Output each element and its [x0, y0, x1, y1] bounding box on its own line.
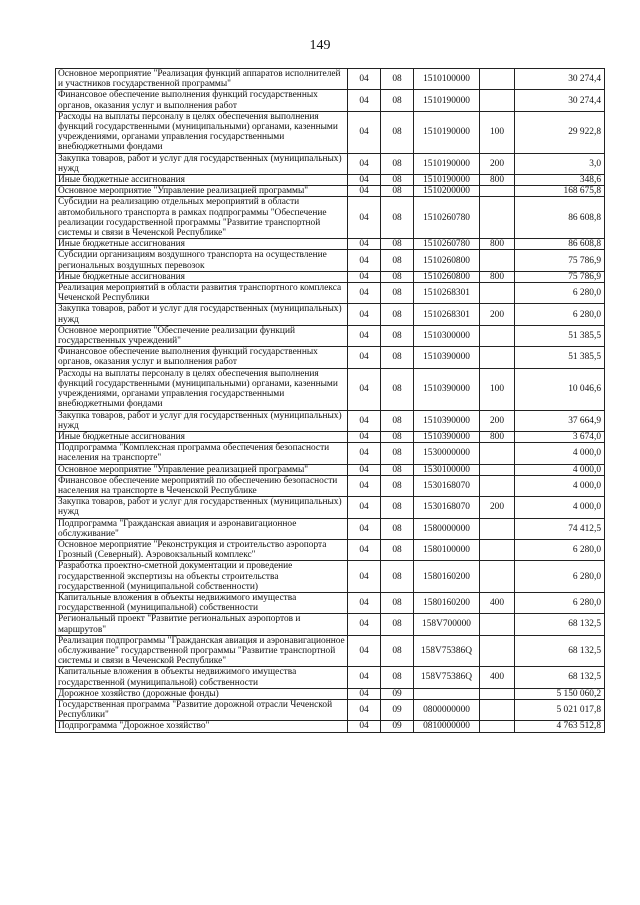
row-section: 04 — [348, 614, 381, 635]
row-section: 04 — [348, 539, 381, 560]
row-subsection: 08 — [381, 431, 414, 442]
row-section: 04 — [348, 283, 381, 304]
row-section: 04 — [348, 443, 381, 464]
row-section: 04 — [348, 250, 381, 271]
row-amount: 30 274,4 — [515, 90, 605, 111]
row-section: 04 — [348, 592, 381, 613]
row-expense-type — [480, 283, 515, 304]
row-name: Иные бюджетные ассигнования — [56, 239, 348, 250]
row-amount: 6 280,0 — [515, 283, 605, 304]
row-name: Капитальные вложения в объекты недвижимого имущества государственной (муниципальной) собственности — [56, 592, 348, 613]
table-row — [56, 325, 605, 346]
row-expense-type — [480, 561, 515, 593]
row-amount: 5 021 017,8 — [515, 699, 605, 720]
row-name: Субсидии организациям воздушного транспорта на осуществление региональных воздушных перевозок — [56, 250, 348, 271]
row-name: Расходы на выплаты персоналу в целях обеспечения выполнения функций государственными (муниципальными) органами, казенными учреждениями, органами управления государственными внебюджетными фондами — [56, 368, 348, 410]
row-subsection: 08 — [381, 410, 414, 431]
table-row — [56, 90, 605, 111]
row-amount: 37 664,9 — [515, 410, 605, 431]
row-amount: 75 786,9 — [515, 271, 605, 282]
row-expense-type — [480, 90, 515, 111]
row-section: 04 — [348, 667, 381, 688]
row-amount: 51 385,5 — [515, 347, 605, 368]
row-section: 04 — [348, 111, 381, 153]
row-amount: 4 763 512,8 — [515, 721, 605, 732]
row-expense-type — [480, 325, 515, 346]
row-amount: 75 786,9 — [515, 250, 605, 271]
row-target-code: 1510200000 — [414, 186, 480, 197]
row-section: 04 — [348, 153, 381, 174]
row-expense-type — [480, 721, 515, 732]
row-subsection: 08 — [381, 667, 414, 688]
row-section: 04 — [348, 518, 381, 539]
row-subsection: 08 — [381, 186, 414, 197]
table-row — [56, 443, 605, 464]
row-expense-type: 400 — [480, 667, 515, 688]
row-expense-type: 800 — [480, 239, 515, 250]
table-row — [56, 410, 605, 431]
row-target-code: 1580160200 — [414, 561, 480, 593]
table-row — [56, 347, 605, 368]
row-expense-type: 800 — [480, 271, 515, 282]
row-amount: 6 280,0 — [515, 561, 605, 593]
row-target-code: 1580000000 — [414, 518, 480, 539]
table-row — [56, 153, 605, 174]
row-subsection: 08 — [381, 239, 414, 250]
row-section: 04 — [348, 431, 381, 442]
row-section: 04 — [348, 464, 381, 475]
row-subsection: 08 — [381, 197, 414, 239]
row-target-code: 1510100000 — [414, 69, 480, 90]
row-section: 04 — [348, 175, 381, 186]
row-target-code: 1530168070 — [414, 497, 480, 518]
table-row — [56, 368, 605, 410]
row-subsection: 08 — [381, 69, 414, 90]
row-section: 04 — [348, 347, 381, 368]
row-section: 04 — [348, 304, 381, 325]
table-row — [56, 69, 605, 90]
row-name: Основное мероприятие "Управление реализацией программы" — [56, 464, 348, 475]
row-target-code: 158V700000 — [414, 614, 480, 635]
row-subsection: 08 — [381, 614, 414, 635]
table-row — [56, 304, 605, 325]
row-name: Финансовое обеспечение выполнения функций государственных органов, оказания услуг и выполнения работ — [56, 90, 348, 111]
row-name: Дорожное хозяйство (дорожные фонды) — [56, 688, 348, 699]
row-expense-type — [480, 539, 515, 560]
row-subsection: 09 — [381, 688, 414, 699]
table-row — [56, 561, 605, 593]
row-amount: 4 000,0 — [515, 497, 605, 518]
row-target-code: 1510260800 — [414, 271, 480, 282]
row-target-code: 1510390000 — [414, 368, 480, 410]
row-target-code: 1530100000 — [414, 464, 480, 475]
row-amount: 4 000,0 — [515, 475, 605, 496]
budget-table — [55, 68, 605, 733]
row-amount: 4 000,0 — [515, 443, 605, 464]
row-name: Финансовое обеспечение выполнения функций государственных органов, оказания услуг и выполнения работ — [56, 347, 348, 368]
table-row — [56, 197, 605, 239]
row-amount: 5 150 060,2 — [515, 688, 605, 699]
row-expense-type: 800 — [480, 175, 515, 186]
row-expense-type: 200 — [480, 497, 515, 518]
row-target-code: 1580100000 — [414, 539, 480, 560]
row-amount: 168 675,8 — [515, 186, 605, 197]
row-amount: 6 280,0 — [515, 539, 605, 560]
row-target-code: 1580160200 — [414, 592, 480, 613]
row-name: Иные бюджетные ассигнования — [56, 431, 348, 442]
row-expense-type: 400 — [480, 592, 515, 613]
row-target-code: 1510260780 — [414, 197, 480, 239]
row-subsection: 08 — [381, 347, 414, 368]
row-subsection: 08 — [381, 271, 414, 282]
table-row — [56, 239, 605, 250]
row-target-code: 1510190000 — [414, 175, 480, 186]
table-row — [56, 271, 605, 282]
row-section: 04 — [348, 699, 381, 720]
table-row — [56, 431, 605, 442]
row-amount: 51 385,5 — [515, 325, 605, 346]
row-expense-type — [480, 688, 515, 699]
row-subsection: 08 — [381, 175, 414, 186]
row-expense-type — [480, 186, 515, 197]
row-name: Основное мероприятие "Реконструкция и строительство аэропорта Грозный (Северный). Аэровокзальный комплекс" — [56, 539, 348, 560]
row-expense-type — [480, 475, 515, 496]
row-section: 04 — [348, 239, 381, 250]
row-name: Региональный проект "Развитие региональных аэропортов и маршрутов" — [56, 614, 348, 635]
row-expense-type — [480, 69, 515, 90]
row-section: 04 — [348, 197, 381, 239]
row-section: 04 — [348, 325, 381, 346]
table-row — [56, 283, 605, 304]
row-name: Основное мероприятие "Обеспечение реализации функций государственных учреждений" — [56, 325, 348, 346]
table-row — [56, 175, 605, 186]
row-amount: 74 412,5 — [515, 518, 605, 539]
table-row — [56, 464, 605, 475]
row-amount: 29 922,8 — [515, 111, 605, 153]
row-target-code: 1530168070 — [414, 475, 480, 496]
row-expense-type — [480, 699, 515, 720]
row-section: 04 — [348, 721, 381, 732]
row-target-code: 1510268301 — [414, 304, 480, 325]
row-target-code: 1510190000 — [414, 153, 480, 174]
row-name: Реализация мероприятий в области развития транспортного комплекса Чеченской Республики — [56, 283, 348, 304]
row-name: Закупка товаров, работ и услуг для государственных (муниципальных) нужд — [56, 304, 348, 325]
row-amount: 86 608,8 — [515, 197, 605, 239]
row-expense-type: 200 — [480, 410, 515, 431]
page-number: 149 — [309, 38, 331, 53]
row-subsection: 08 — [381, 518, 414, 539]
row-target-code: 1510390000 — [414, 347, 480, 368]
row-name: Капитальные вложения в объекты недвижимого имущества государственной (муниципальной) собственности — [56, 667, 348, 688]
row-subsection: 08 — [381, 475, 414, 496]
row-section: 04 — [348, 69, 381, 90]
row-target-code: 158V75386Q — [414, 667, 480, 688]
row-amount: 86 608,8 — [515, 239, 605, 250]
table-row — [56, 250, 605, 271]
row-target-code: 1510260780 — [414, 239, 480, 250]
row-amount: 6 280,0 — [515, 592, 605, 613]
row-target-code: 1530000000 — [414, 443, 480, 464]
row-target-code: 1510390000 — [414, 431, 480, 442]
row-subsection: 08 — [381, 464, 414, 475]
row-amount: 3 674,0 — [515, 431, 605, 442]
row-target-code: 0800000000 — [414, 699, 480, 720]
row-target-code: 1510190000 — [414, 111, 480, 153]
row-section: 04 — [348, 561, 381, 593]
table-row — [56, 614, 605, 635]
table-row — [56, 497, 605, 518]
row-subsection: 08 — [381, 153, 414, 174]
row-subsection: 08 — [381, 497, 414, 518]
row-name: Реализация подпрограммы "Гражданская авиация и аэронавигационное обслуживание" государственной программы "Развитие транспортной системы и связи в Чеченской Республике" — [56, 635, 348, 667]
row-subsection: 08 — [381, 443, 414, 464]
row-target-code: 1510300000 — [414, 325, 480, 346]
row-section: 04 — [348, 368, 381, 410]
row-name: Субсидии на реализацию отдельных мероприятий в области автомобильного транспорта в рамках подпрограммы "Обеспечение реализации государственной программы "Развитие транспортной системы и связи в Чеченской Республике" — [56, 197, 348, 239]
row-subsection: 08 — [381, 368, 414, 410]
row-name: Финансовое обеспечение мероприятий по обеспечению безопасности населения на транспорте в Чеченской Республике — [56, 475, 348, 496]
row-target-code: 158V75386Q — [414, 635, 480, 667]
row-target-code: 1510268301 — [414, 283, 480, 304]
row-amount: 30 274,4 — [515, 69, 605, 90]
row-name: Иные бюджетные ассигнования — [56, 175, 348, 186]
row-name: Закупка товаров, работ и услуг для государственных (муниципальных) нужд — [56, 153, 348, 174]
row-name: Подпрограмма "Комплексная программа обеспечения безопасности населения на транспорте" — [56, 443, 348, 464]
row-name: Подпрограмма "Дорожное хозяйство" — [56, 721, 348, 732]
row-subsection: 09 — [381, 721, 414, 732]
row-expense-type: 100 — [480, 368, 515, 410]
row-subsection: 09 — [381, 699, 414, 720]
row-expense-type — [480, 197, 515, 239]
row-expense-type: 800 — [480, 431, 515, 442]
row-target-code: 1510260800 — [414, 250, 480, 271]
row-name: Основное мероприятие "Реализация функций аппаратов исполнителей и участников государственной программы" — [56, 69, 348, 90]
row-expense-type: 200 — [480, 304, 515, 325]
row-target-code: 0810000000 — [414, 721, 480, 732]
table-row — [56, 667, 605, 688]
row-expense-type: 100 — [480, 111, 515, 153]
row-amount: 68 132,5 — [515, 635, 605, 667]
row-amount: 10 046,6 — [515, 368, 605, 410]
row-subsection: 08 — [381, 90, 414, 111]
table-row — [56, 592, 605, 613]
row-subsection: 08 — [381, 592, 414, 613]
row-target-code: 1510390000 — [414, 410, 480, 431]
row-name: Иные бюджетные ассигнования — [56, 271, 348, 282]
row-subsection: 08 — [381, 283, 414, 304]
table-row — [56, 688, 605, 699]
row-amount: 68 132,5 — [515, 614, 605, 635]
row-section: 04 — [348, 635, 381, 667]
row-name: Основное мероприятие "Управление реализацией программы" — [56, 186, 348, 197]
row-expense-type — [480, 464, 515, 475]
table-row — [56, 475, 605, 496]
row-section: 04 — [348, 271, 381, 282]
table-row — [56, 518, 605, 539]
row-name: Закупка товаров, работ и услуг для государственных (муниципальных) нужд — [56, 410, 348, 431]
row-amount: 348,6 — [515, 175, 605, 186]
row-expense-type — [480, 443, 515, 464]
row-name: Государственная программа "Развитие дорожной отрасли Чеченской Республики" — [56, 699, 348, 720]
table-row — [56, 699, 605, 720]
table-row — [56, 721, 605, 732]
row-name: Закупка товаров, работ и услуг для государственных (муниципальных) нужд — [56, 497, 348, 518]
row-target-code — [414, 688, 480, 699]
row-expense-type — [480, 347, 515, 368]
row-subsection: 08 — [381, 325, 414, 346]
table-row — [56, 186, 605, 197]
row-target-code: 1510190000 — [414, 90, 480, 111]
row-amount: 6 280,0 — [515, 304, 605, 325]
row-subsection: 08 — [381, 250, 414, 271]
row-amount: 4 000,0 — [515, 464, 605, 475]
row-expense-type — [480, 614, 515, 635]
table-row — [56, 635, 605, 667]
row-subsection: 08 — [381, 561, 414, 593]
table-row — [56, 539, 605, 560]
row-amount: 3,0 — [515, 153, 605, 174]
row-section: 04 — [348, 475, 381, 496]
row-subsection: 08 — [381, 304, 414, 325]
row-name: Подпрограмма "Гражданская авиация и аэронавигационное обслуживание" — [56, 518, 348, 539]
row-subsection: 08 — [381, 111, 414, 153]
row-expense-type: 200 — [480, 153, 515, 174]
row-section: 04 — [348, 688, 381, 699]
row-expense-type — [480, 250, 515, 271]
table-row — [56, 111, 605, 153]
row-amount: 68 132,5 — [515, 667, 605, 688]
row-expense-type — [480, 635, 515, 667]
row-section: 04 — [348, 497, 381, 518]
row-subsection: 08 — [381, 539, 414, 560]
row-subsection: 08 — [381, 635, 414, 667]
row-name: Разработка проектно-сметной документации и проведение государственной экспертизы на объекты строительства государственной (муниципальной собственности) — [56, 561, 348, 593]
row-section: 04 — [348, 410, 381, 431]
row-section: 04 — [348, 186, 381, 197]
row-section: 04 — [348, 90, 381, 111]
row-name: Расходы на выплаты персоналу в целях обеспечения выполнения функций государственными (муниципальными) органами, казенными учреждениями, органами управления государственными внебюджетными фондами — [56, 111, 348, 153]
row-expense-type — [480, 518, 515, 539]
